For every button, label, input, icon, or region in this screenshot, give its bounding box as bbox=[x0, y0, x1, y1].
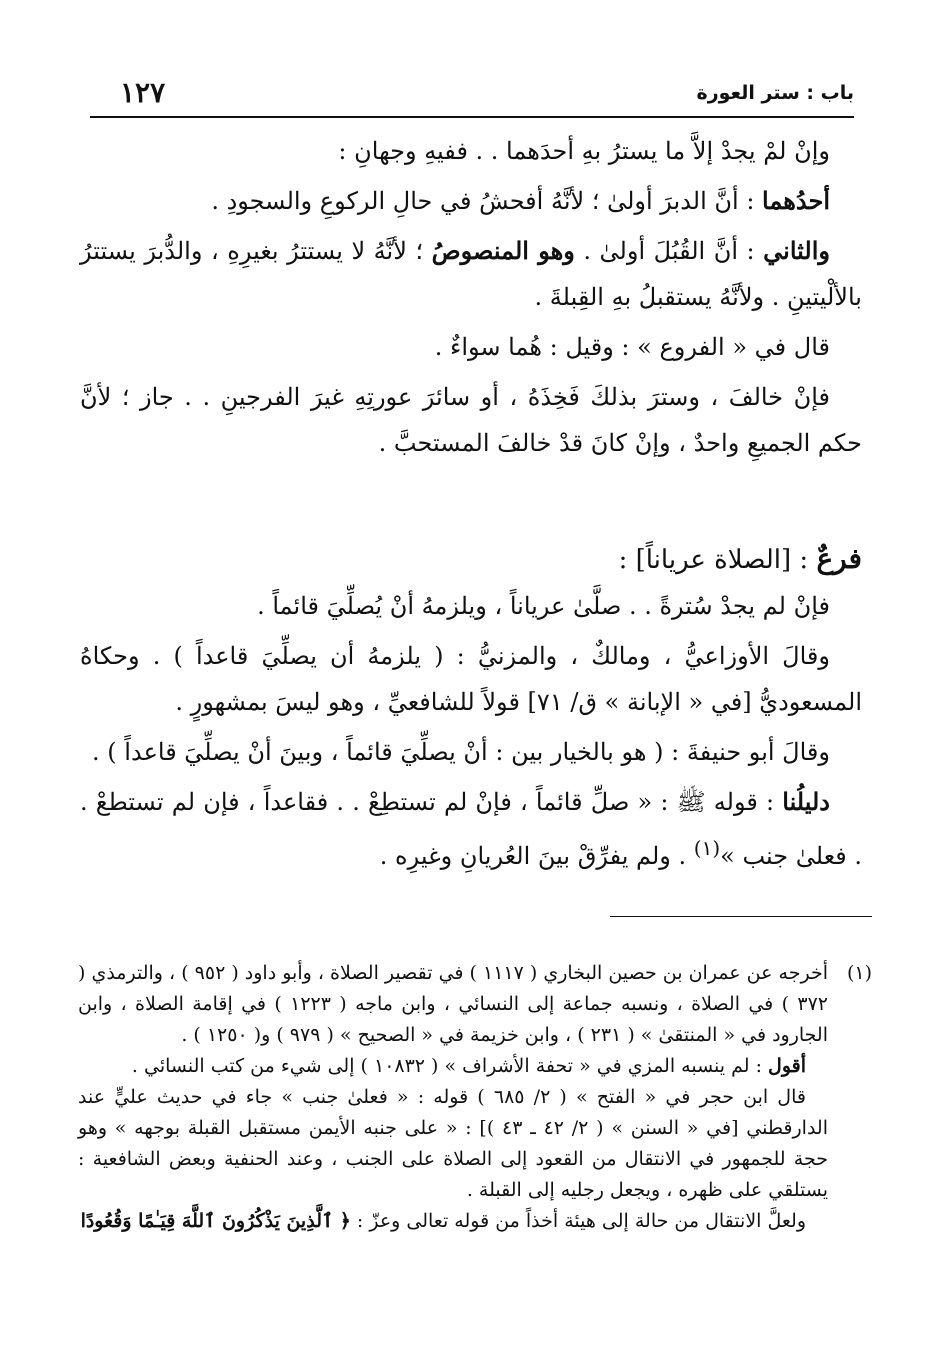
footnote-note-2-text: : لم ينسبه المزي في « تحفة الأشراف » ( ١٠٨٣٢ ) إلى شيء من كتب النسائي . bbox=[131, 1055, 769, 1077]
section-label: فرعٌ bbox=[816, 542, 862, 575]
footnote-1 bbox=[78, 958, 872, 1051]
paragraph-9-text: : قوله ﷺ : « صلِّ قائماً ، فإنْ لم تستطِعْ . . فقاعداً ، فإن لم تستطعْ . . فعلىٰ جنب » bbox=[80, 788, 862, 870]
page-header bbox=[90, 74, 854, 114]
paragraph-2-text: : أنَّ الدبرَ أولىٰ ؛ لأنَّهُ أفحشُ في حالِ الركوعِ والسجودِ . bbox=[211, 187, 763, 215]
term-evidence: دليلُنا bbox=[782, 787, 830, 816]
quran-quote: ﴿ ٱلَّذِينَ يَذْكُرُونَ ٱللَّهَ قِيَـٰمًا وَقُعُودًا bbox=[80, 1210, 351, 1232]
term-mansus: وهو المنصوصُ bbox=[431, 236, 575, 265]
paragraph-6: فإنْ لم يجدْ سُترةً . . صلَّىٰ عرياناً ، ويلزمهُ أنْ يُصلِّيَ قائماً . bbox=[257, 592, 830, 620]
paragraph-2 bbox=[80, 178, 862, 224]
section-heading bbox=[80, 536, 862, 583]
header-divider bbox=[90, 116, 854, 118]
footnote-mark: (١) bbox=[846, 962, 872, 984]
paragraph-7: وقالَ الأوزاعيُّ ، ومالكٌ ، والمزنيُّ : ( يلزمهُ أن يصلِّيَ قاعداً ) . وحكاهُ المسعوديُّ [في « الإبانة » ق/ ٧١] قولاً للشافعيِّ ، وهو ليسَ بمشهورٍ . bbox=[80, 642, 862, 716]
footnote-ref: (١) bbox=[693, 836, 721, 860]
paragraph-9-end: . ولم يفرِّقْ بينَ العُريانِ وغيرِه . bbox=[379, 842, 694, 870]
footnotes bbox=[78, 958, 872, 1237]
footnote-note-3: قال ابن حجر في « الفتح » ( ٢/ ٦٨٥ ) قوله : « فعلىٰ جنب » جاء في حديث عليٍّ عند الدارقطني [في « السنن » ( ٢/ ٤٢ ـ ٤٣ )] : « على جنبه الأيمن مستقبل القبلة بوجهه » وهو حجة للجمهور في الانتقال من القعود إلى الصلاة على الجنب ، وعند الحنفية وبعض الشافعية : يستلقي على ظهره ، ويجعل رجليه إلى القبلة . bbox=[78, 1086, 828, 1201]
chapter-title: باب : ستر العورة bbox=[696, 82, 854, 104]
footnote-note-4-text: ولعلَّ الانتقال من حالة إلى هيئة أخذاً من قوله تعالى وعزّ : bbox=[350, 1210, 806, 1232]
term-aqul: أقول bbox=[768, 1055, 806, 1077]
section-title: : [الصلاة عرياناً] : bbox=[618, 545, 817, 575]
footnote-note-2 bbox=[78, 1051, 872, 1082]
paragraph-1: وإنْ لمْ يجدْ إلاَّ ما يسترُ بهِ أحدَهما . . ففيهِ وجهانِ : bbox=[338, 137, 830, 165]
paragraph-3 bbox=[80, 228, 862, 320]
paragraph-3-text-a: : أنَّ القُبُلَ أولىٰ . bbox=[574, 237, 764, 265]
paragraph-8: وقالَ أبو حنيفةَ : ( هو بالخيار بين : أنْ يصلِّيَ قائماً ، وبينَ أنْ يصلِّيَ قاعداً ) . bbox=[92, 738, 830, 766]
footnote-divider bbox=[610, 916, 872, 917]
page-number: ١٢٧ bbox=[120, 76, 166, 109]
footnote-1-text: أخرجه عن عمران بن حصين البخاري ( ١١١٧ ) في تقصير الصلاة ، وأبو داود ( ٩٥٢ ) ، والترمذي ( ٣٧٢ ) في الصلاة ، ونسبه جماعة إلى النسائي ، وابن ماجه ( ١٢٢٣ ) في إقامة الصلاة ، وابن الجارود في « المنتقىٰ » ( ٢٣١ ) ، وابن خزيمة في « الصحيح » ( ٩٧٩ ) و( ١٢٥٠ ) . bbox=[78, 962, 829, 1046]
paragraph-5: فإنْ خالفَ ، وسترَ بذلكَ فَخِذَهُ ، أو سائرَ عورتِهِ غيرَ الفرجينِ . . جاز ؛ لأنَّ حكم الجميعِ واحدٌ ، وإنْ كانَ قدْ خالفَ المستحبَّ . bbox=[80, 383, 862, 457]
term-first: أحدُهما bbox=[762, 186, 830, 215]
footnote-note-4 bbox=[78, 1206, 872, 1237]
paragraph-4: قال في « الفروع » : وقيل : هُما سواءٌ . bbox=[434, 333, 830, 361]
term-second: والثاني bbox=[763, 236, 830, 265]
paragraph-3-text-b: ؛ لأنَّهُ لا يستترُ بغيرِهِ ، والدُّبرَ يستترُ بالألْيتينِ . ولأنَّهُ يستقبلُ بهِ القِبلةَ . bbox=[80, 237, 862, 311]
paragraph-9 bbox=[80, 779, 862, 879]
main-text bbox=[80, 128, 862, 879]
